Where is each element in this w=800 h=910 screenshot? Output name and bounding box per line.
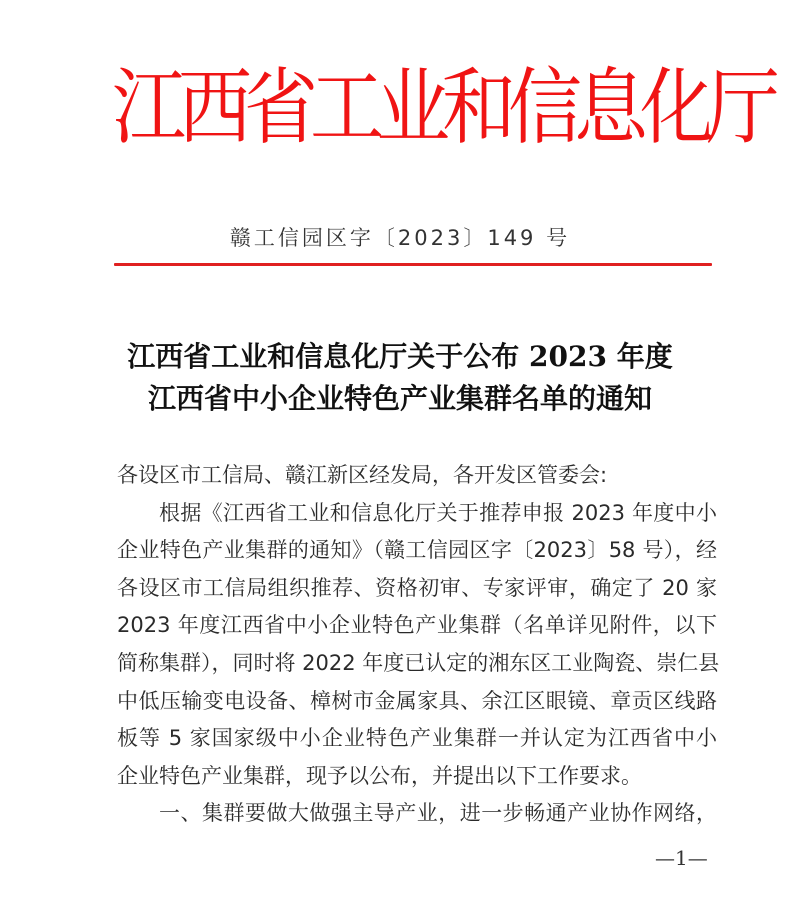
title-line-1: 江西省工业和信息化厅关于公布 2023 年度 [127,340,673,373]
body-line: 根据《江西省工业和信息化厅关于推荐申报 2023 年度中小 [159,500,717,525]
org-name-char: 西 [178,59,252,157]
org-name-char: 和 [442,59,516,157]
issuing-organization-header [112,52,780,164]
body-line: 中低压输变电设备、樟树市金属家具、余江区眼镜、章贡区线路 [117,688,717,713]
title-line-2: 江西省中小企业特色产业集群名单的通知 [147,382,652,415]
org-name-char: 息 [574,59,648,157]
body-line: 板等 5 家国家级中小企业特色产业集群一并认定为江西省中小 [117,726,717,751]
addressee: 各设区市工信局、赣江新区经发局，各开发区管委会: [117,463,608,487]
body-line: 企业特色产业集群，现予以公布，并提出以下工作要求。 [117,763,642,788]
org-name-char: 省 [244,59,318,157]
document-title [0,336,800,420]
org-name-char: 化 [640,59,714,157]
body-line: 企业特色产业集群的通知》（赣工信园区字〔2023〕58 号），经 [117,538,717,563]
org-name-char: 工 [310,59,384,157]
body-line: 一、集群要做大做强主导产业，进一步畅通产业协作网络， [159,801,717,826]
org-name-char: 江 [112,59,186,157]
body-line: 简称集群），同时将 2022 年度已认定的湘东区工业陶瓷、崇仁县 [117,650,720,675]
page-number: —1— [655,846,708,870]
org-name-char: 信 [508,59,582,157]
body-line: 各设区市工信局组织推荐、资格初审、专家评审，确定了 20 家 [117,575,717,600]
document-body [117,457,720,833]
document-number: 赣工信园区字〔2023〕149 号 [229,226,571,250]
body-line: 2023 年度江西省中小企业特色产业集群（名单详见附件，以下 [117,613,717,638]
red-divider-line [114,263,712,266]
org-name-char: 厅 [706,59,780,157]
org-name-char: 业 [376,59,450,157]
